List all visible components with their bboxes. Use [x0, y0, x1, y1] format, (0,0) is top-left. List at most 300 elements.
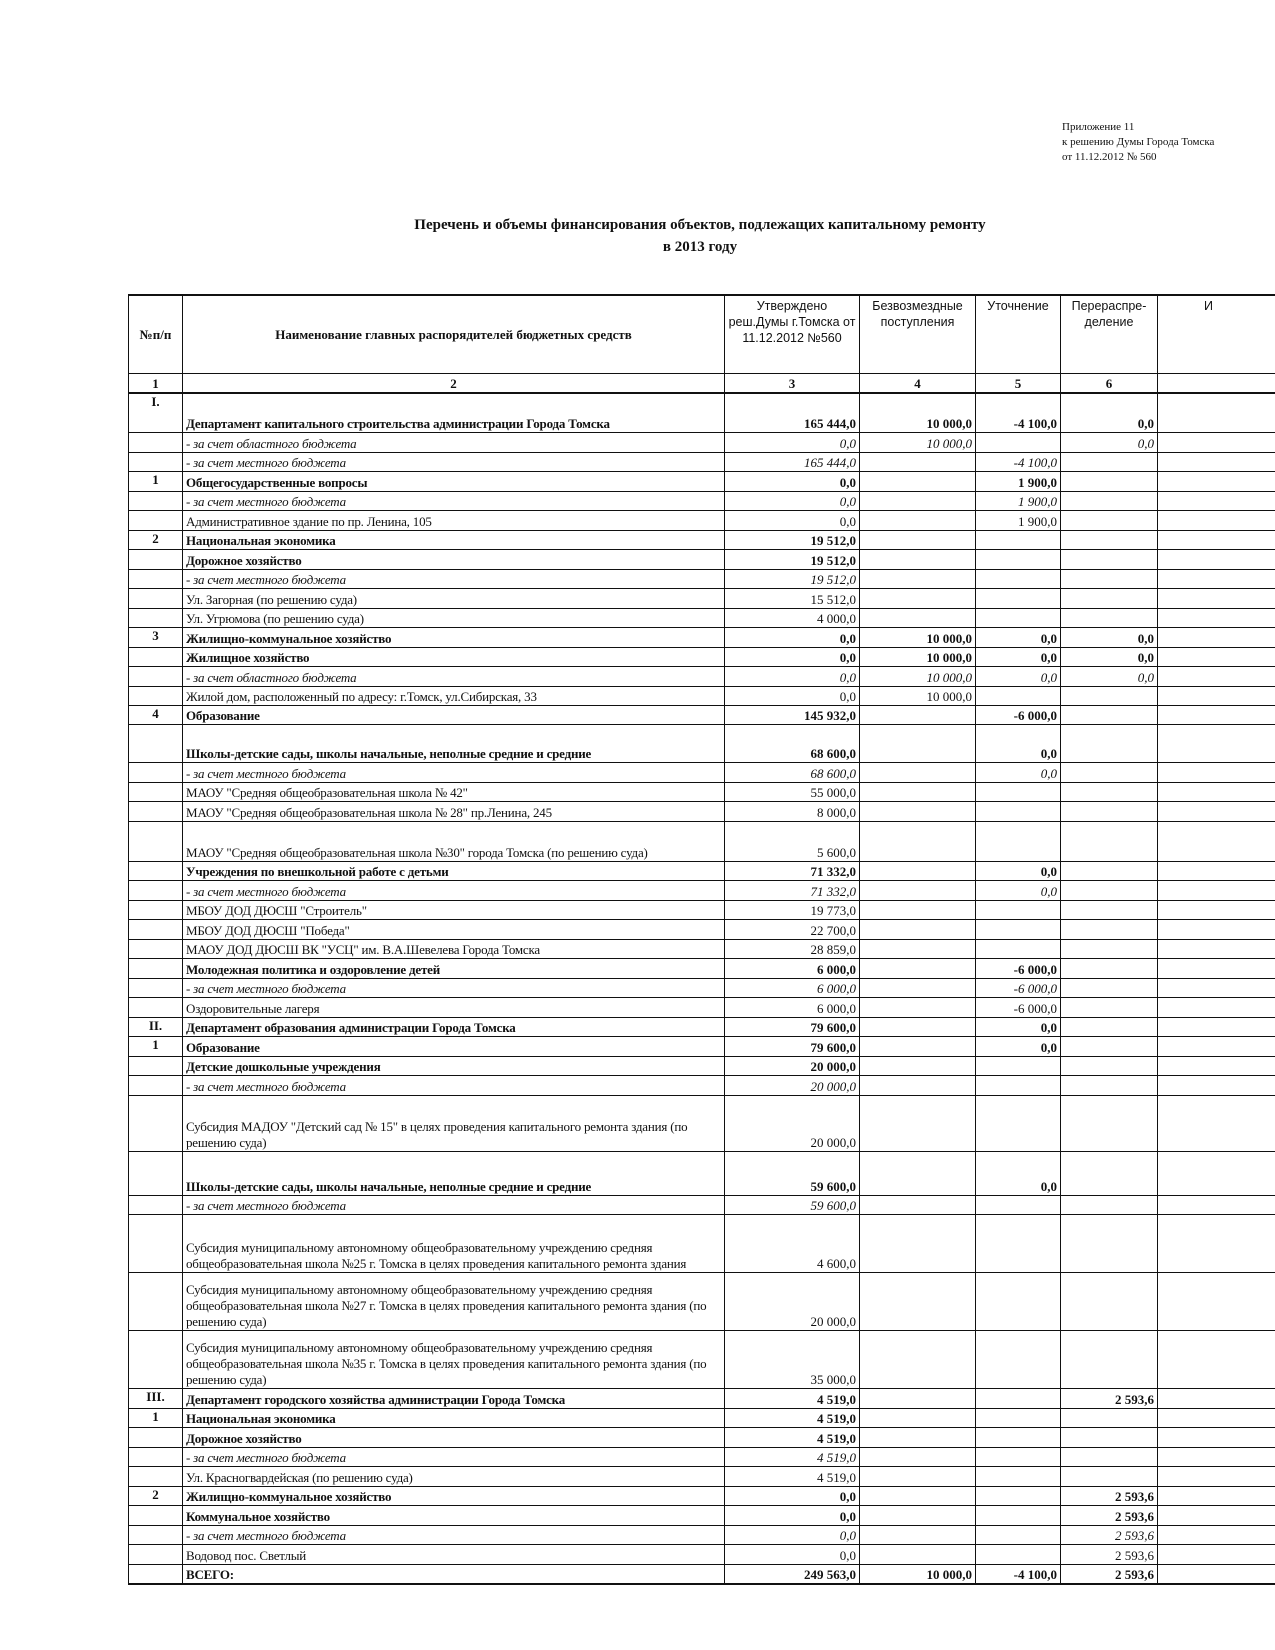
value-approved: 4 519,0	[725, 1447, 860, 1467]
value-approved: 79 600,0	[725, 1017, 860, 1037]
value-adjustment: 0,0	[976, 1017, 1061, 1037]
value-total	[1158, 821, 1275, 861]
financing-table	[128, 294, 1275, 1585]
table-row	[129, 881, 1275, 901]
column-number: 2	[183, 373, 725, 393]
value-approved: 15 512,0	[725, 589, 860, 609]
row-name: - за счет областного бюджета	[183, 433, 725, 453]
row-number	[129, 939, 183, 959]
value-adjustment: 1 900,0	[976, 472, 1061, 492]
value-approved: 55 000,0	[725, 782, 860, 802]
header-cell: Безвозмездные поступления	[860, 295, 976, 373]
row-number: 3	[129, 628, 183, 648]
value-total	[1158, 939, 1275, 959]
value-redistribution	[1061, 452, 1158, 472]
value-approved: 68 600,0	[725, 725, 860, 763]
row-number	[129, 1545, 183, 1565]
value-redistribution	[1061, 1428, 1158, 1448]
value-adjustment	[976, 1056, 1061, 1076]
table-body	[129, 393, 1275, 1584]
row-name: Административное здание по пр. Ленина, 105	[183, 511, 725, 531]
value-approved: 0,0	[725, 1545, 860, 1565]
row-name: Ул. Загорная (по решению суда)	[183, 589, 725, 609]
column-number-row	[129, 373, 1275, 393]
value-redistribution	[1061, 1273, 1158, 1331]
value-redistribution	[1061, 1017, 1158, 1037]
value-adjustment	[976, 1408, 1061, 1428]
value-grants	[860, 821, 976, 861]
row-number	[129, 647, 183, 667]
value-redistribution	[1061, 1447, 1158, 1467]
value-adjustment	[976, 1215, 1061, 1273]
row-name: - за счет областного бюджета	[183, 667, 725, 687]
header-cell: Перераспре-деление	[1061, 295, 1158, 373]
value-total	[1158, 1447, 1275, 1467]
value-grants: 10 000,0	[860, 628, 976, 648]
value-grants	[860, 705, 976, 725]
table-row	[129, 452, 1275, 472]
row-name: - за счет местного бюджета	[183, 1525, 725, 1545]
value-approved: 4 519,0	[725, 1389, 860, 1409]
row-name: Жилой дом, расположенный по адресу: г.Томск, ул.Сибирская, 33	[183, 686, 725, 705]
value-approved: 79 600,0	[725, 1037, 860, 1057]
value-redistribution	[1061, 881, 1158, 901]
value-total	[1158, 1389, 1275, 1409]
value-approved: 4 000,0	[725, 608, 860, 628]
value-approved: 0,0	[725, 472, 860, 492]
table-row	[129, 861, 1275, 881]
row-number	[129, 1151, 183, 1195]
value-total	[1158, 1076, 1275, 1096]
value-total	[1158, 959, 1275, 979]
value-total	[1158, 1408, 1275, 1428]
row-name: Национальная экономика	[183, 530, 725, 550]
value-adjustment: -4 100,0	[976, 393, 1061, 433]
table-row	[129, 550, 1275, 570]
value-total	[1158, 1037, 1275, 1057]
value-grants	[860, 511, 976, 531]
value-redistribution	[1061, 725, 1158, 763]
row-number	[129, 1467, 183, 1487]
table-row	[129, 1215, 1275, 1273]
value-adjustment	[976, 1545, 1061, 1565]
value-redistribution	[1061, 1037, 1158, 1057]
value-approved: 5 600,0	[725, 821, 860, 861]
row-number	[129, 550, 183, 570]
row-number	[129, 1506, 183, 1526]
row-name: Национальная экономика	[183, 1408, 725, 1428]
value-redistribution	[1061, 861, 1158, 881]
row-name: - за счет местного бюджета	[183, 569, 725, 589]
row-name: Молодежная политика и оздоровление детей	[183, 959, 725, 979]
value-total	[1158, 1545, 1275, 1565]
value-approved: 0,0	[725, 1525, 860, 1545]
table-row	[129, 821, 1275, 861]
value-approved: 0,0	[725, 686, 860, 705]
row-name: МАОУ ДОД ДЮСШ ВК "УСЦ" им. В.А.Шевелева Города Томска	[183, 939, 725, 959]
value-total	[1158, 667, 1275, 687]
value-approved: 4 519,0	[725, 1408, 860, 1428]
value-adjustment: 0,0	[976, 763, 1061, 783]
value-grants	[860, 782, 976, 802]
row-name: Дорожное хозяйство	[183, 1428, 725, 1448]
title-line: в 2013 году	[662, 239, 738, 255]
row-name: Учреждения по внешкольной работе с детьми	[183, 861, 725, 881]
table-row	[129, 667, 1275, 687]
row-number	[129, 881, 183, 901]
row-number: II.	[129, 1017, 183, 1037]
row-name: Департамент городского хозяйства администрации Города Томска	[183, 1389, 725, 1409]
value-total	[1158, 511, 1275, 531]
value-approved: 6 000,0	[725, 978, 860, 998]
value-adjustment: 0,0	[976, 1037, 1061, 1057]
row-name: - за счет местного бюджета	[183, 1076, 725, 1096]
value-total	[1158, 1273, 1275, 1331]
value-adjustment: 0,0	[976, 628, 1061, 648]
value-total	[1158, 628, 1275, 648]
value-redistribution	[1061, 491, 1158, 511]
value-redistribution	[1061, 550, 1158, 570]
table-row	[129, 1447, 1275, 1467]
value-approved: 19 773,0	[725, 900, 860, 920]
value-grants	[860, 959, 976, 979]
value-redistribution	[1061, 1467, 1158, 1487]
value-grants	[860, 608, 976, 628]
value-adjustment	[976, 686, 1061, 705]
value-redistribution	[1061, 569, 1158, 589]
value-approved: 71 332,0	[725, 881, 860, 901]
row-number	[129, 821, 183, 861]
value-redistribution	[1061, 608, 1158, 628]
value-adjustment	[976, 1195, 1061, 1215]
table-row	[129, 589, 1275, 609]
value-redistribution	[1061, 1095, 1158, 1151]
row-name: Департамент капитального строительства администрации Города Томска	[183, 393, 725, 433]
value-adjustment	[976, 569, 1061, 589]
document-title	[300, 214, 1100, 258]
value-redistribution: 2 593,6	[1061, 1564, 1158, 1584]
row-name: Жилищное хозяйство	[183, 647, 725, 667]
row-name: МБОУ ДОД ДЮСШ "Победа"	[183, 920, 725, 940]
value-approved: 8 000,0	[725, 802, 860, 822]
row-name: Детские дошкольные учреждения	[183, 1056, 725, 1076]
value-total	[1158, 1564, 1275, 1584]
header-cell: Утверждено реш.Думы г.Томска от 11.12.2012 №560	[725, 295, 860, 373]
value-adjustment	[976, 550, 1061, 570]
value-total	[1158, 861, 1275, 881]
row-name: Ул. Красногвардейская (по решению суда)	[183, 1467, 725, 1487]
row-name: Ул. Угрюмова (по решению суда)	[183, 608, 725, 628]
table-row	[129, 472, 1275, 492]
value-adjustment: 1 900,0	[976, 511, 1061, 531]
value-approved: 0,0	[725, 491, 860, 511]
value-adjustment: 0,0	[976, 725, 1061, 763]
value-approved: 0,0	[725, 667, 860, 687]
table-row	[129, 1467, 1275, 1487]
value-total	[1158, 998, 1275, 1018]
value-approved: 0,0	[725, 1486, 860, 1506]
value-total	[1158, 763, 1275, 783]
value-total	[1158, 452, 1275, 472]
table-row	[129, 1195, 1275, 1215]
table-row	[129, 802, 1275, 822]
value-redistribution	[1061, 998, 1158, 1018]
value-total	[1158, 802, 1275, 822]
row-number	[129, 1564, 183, 1584]
value-approved: 249 563,0	[725, 1564, 860, 1584]
table-row	[129, 998, 1275, 1018]
row-name: Департамент образования администрации Города Томска	[183, 1017, 725, 1037]
value-adjustment: 0,0	[976, 667, 1061, 687]
value-approved: 0,0	[725, 628, 860, 648]
value-adjustment	[976, 433, 1061, 453]
value-total	[1158, 393, 1275, 433]
appendix-line: от 11.12.2012 № 560	[1062, 151, 1157, 163]
value-grants	[860, 1076, 976, 1096]
table-row	[129, 763, 1275, 783]
value-adjustment: 0,0	[976, 1151, 1061, 1195]
value-adjustment	[976, 1525, 1061, 1545]
value-adjustment: -4 100,0	[976, 452, 1061, 472]
value-adjustment	[976, 1447, 1061, 1467]
table-row	[129, 782, 1275, 802]
table-row	[129, 1545, 1275, 1565]
value-adjustment	[976, 939, 1061, 959]
table-row	[129, 608, 1275, 628]
value-redistribution	[1061, 1331, 1158, 1389]
value-adjustment	[976, 608, 1061, 628]
table-row	[129, 569, 1275, 589]
row-name: МАОУ "Средняя общеобразовательная школа № 28" пр.Ленина, 245	[183, 802, 725, 822]
row-name: - за счет местного бюджета	[183, 763, 725, 783]
value-total	[1158, 1486, 1275, 1506]
header-cell: Уточнение	[976, 295, 1061, 373]
value-approved: 0,0	[725, 511, 860, 531]
row-number: III.	[129, 1389, 183, 1409]
value-grants	[860, 1428, 976, 1448]
value-adjustment	[976, 900, 1061, 920]
table-row	[129, 1017, 1275, 1037]
value-total	[1158, 686, 1275, 705]
value-adjustment	[976, 1389, 1061, 1409]
value-redistribution	[1061, 959, 1158, 979]
value-adjustment	[976, 530, 1061, 550]
value-approved: 35 000,0	[725, 1331, 860, 1389]
value-grants	[860, 725, 976, 763]
row-number	[129, 861, 183, 881]
table-row	[129, 705, 1275, 725]
value-total	[1158, 900, 1275, 920]
value-redistribution	[1061, 1195, 1158, 1215]
value-redistribution: 0,0	[1061, 647, 1158, 667]
value-grants	[860, 1151, 976, 1195]
table-row	[129, 900, 1275, 920]
row-name: Общегосударственные вопросы	[183, 472, 725, 492]
value-redistribution	[1061, 1076, 1158, 1096]
value-grants	[860, 802, 976, 822]
value-redistribution	[1061, 802, 1158, 822]
row-name: Жилищно-коммунальное хозяйство	[183, 628, 725, 648]
value-grants	[860, 1545, 976, 1565]
column-number	[1158, 373, 1275, 393]
value-adjustment	[976, 1095, 1061, 1151]
row-number: 1	[129, 472, 183, 492]
value-redistribution: 2 593,6	[1061, 1486, 1158, 1506]
value-approved: 6 000,0	[725, 959, 860, 979]
value-redistribution	[1061, 705, 1158, 725]
row-number	[129, 608, 183, 628]
value-grants	[860, 1095, 976, 1151]
value-redistribution	[1061, 686, 1158, 705]
table-row	[129, 1273, 1275, 1331]
appendix-line: Приложение 11	[1062, 121, 1135, 133]
row-number	[129, 1447, 183, 1467]
value-adjustment	[976, 1273, 1061, 1331]
row-name: МАОУ "Средняя общеобразовательная школа №30" города Томска (по решению суда)	[183, 821, 725, 861]
value-grants	[860, 1215, 976, 1273]
row-number	[129, 589, 183, 609]
value-grants	[860, 1408, 976, 1428]
title-line: Перечень и объемы финансирования объектов, подлежащих капитальному ремонту	[414, 217, 986, 233]
value-total	[1158, 608, 1275, 628]
table-row	[129, 491, 1275, 511]
column-number: 6	[1061, 373, 1158, 393]
value-grants	[860, 1506, 976, 1526]
value-grants	[860, 998, 976, 1018]
value-total	[1158, 433, 1275, 453]
value-redistribution: 0,0	[1061, 628, 1158, 648]
row-name: - за счет местного бюджета	[183, 491, 725, 511]
row-name: МБОУ ДОД ДЮСШ "Строитель"	[183, 900, 725, 920]
row-number	[129, 1076, 183, 1096]
row-name: Дорожное хозяйство	[183, 550, 725, 570]
value-redistribution	[1061, 1151, 1158, 1195]
value-grants	[860, 550, 976, 570]
value-approved: 0,0	[725, 647, 860, 667]
row-name: Водовод пос. Светлый	[183, 1545, 725, 1565]
value-approved: 145 932,0	[725, 705, 860, 725]
value-approved: 0,0	[725, 1506, 860, 1526]
value-redistribution	[1061, 472, 1158, 492]
row-number	[129, 725, 183, 763]
row-name: МАОУ "Средняя общеобразовательная школа № 42"	[183, 782, 725, 802]
value-approved: 20 000,0	[725, 1095, 860, 1151]
value-adjustment	[976, 1506, 1061, 1526]
row-name: - за счет местного бюджета	[183, 1447, 725, 1467]
value-approved: 0,0	[725, 433, 860, 453]
value-grants	[860, 1056, 976, 1076]
value-grants: 10 000,0	[860, 433, 976, 453]
value-approved: 19 512,0	[725, 530, 860, 550]
value-adjustment: -6 000,0	[976, 978, 1061, 998]
row-number	[129, 667, 183, 687]
row-number	[129, 1273, 183, 1331]
value-approved: 4 519,0	[725, 1467, 860, 1487]
value-total	[1158, 978, 1275, 998]
header-cell: №п/п	[129, 295, 183, 373]
value-adjustment: -6 000,0	[976, 959, 1061, 979]
value-redistribution: 0,0	[1061, 667, 1158, 687]
row-name: Жилищно-коммунальное хозяйство	[183, 1486, 725, 1506]
table-row	[129, 978, 1275, 998]
value-adjustment	[976, 1428, 1061, 1448]
value-redistribution: 2 593,6	[1061, 1506, 1158, 1526]
value-approved: 68 600,0	[725, 763, 860, 783]
value-approved: 19 512,0	[725, 569, 860, 589]
value-grants	[860, 1273, 976, 1331]
value-total	[1158, 1331, 1275, 1389]
value-grants	[860, 920, 976, 940]
value-adjustment	[976, 589, 1061, 609]
table-row	[129, 1095, 1275, 1151]
row-number: 1	[129, 1408, 183, 1428]
value-grants	[860, 1195, 976, 1215]
value-grants	[860, 569, 976, 589]
row-name: - за счет местного бюджета	[183, 978, 725, 998]
row-number	[129, 1095, 183, 1151]
value-redistribution	[1061, 920, 1158, 940]
value-adjustment: 0,0	[976, 861, 1061, 881]
value-redistribution	[1061, 1215, 1158, 1273]
row-number	[129, 1195, 183, 1215]
table-row	[129, 959, 1275, 979]
value-total	[1158, 1151, 1275, 1195]
value-approved: 19 512,0	[725, 550, 860, 570]
value-approved: 6 000,0	[725, 998, 860, 1018]
row-number	[129, 511, 183, 531]
column-number: 5	[976, 373, 1061, 393]
value-grants	[860, 530, 976, 550]
value-grants: 10 000,0	[860, 1564, 976, 1584]
value-grants	[860, 763, 976, 783]
value-total	[1158, 782, 1275, 802]
value-approved: 20 000,0	[725, 1273, 860, 1331]
table-row	[129, 725, 1275, 763]
row-number	[129, 782, 183, 802]
value-grants	[860, 881, 976, 901]
value-approved: 71 332,0	[725, 861, 860, 881]
value-total	[1158, 1017, 1275, 1037]
table-row	[129, 1428, 1275, 1448]
value-total	[1158, 1215, 1275, 1273]
value-redistribution	[1061, 821, 1158, 861]
row-number: 2	[129, 1486, 183, 1506]
value-grants	[860, 1037, 976, 1057]
value-total	[1158, 705, 1275, 725]
value-redistribution	[1061, 978, 1158, 998]
value-redistribution: 0,0	[1061, 433, 1158, 453]
value-redistribution	[1061, 589, 1158, 609]
row-number: I.	[129, 393, 183, 433]
value-redistribution	[1061, 1056, 1158, 1076]
value-grants	[860, 1486, 976, 1506]
row-number	[129, 763, 183, 783]
row-name: Субсидия муниципальному автономному общеобразовательному учреждению средняя общеобразовательная школа №27 г. Томска в целях проведения капитального ремонта здания (по решению суда)	[183, 1273, 725, 1331]
table-row	[129, 530, 1275, 550]
value-grants	[860, 472, 976, 492]
row-number	[129, 998, 183, 1018]
table-row	[129, 1389, 1275, 1409]
table-row	[129, 647, 1275, 667]
row-number	[129, 959, 183, 979]
table-row	[129, 1076, 1275, 1096]
value-redistribution	[1061, 782, 1158, 802]
table-row	[129, 433, 1275, 453]
value-redistribution	[1061, 511, 1158, 531]
value-adjustment	[976, 920, 1061, 940]
value-redistribution	[1061, 900, 1158, 920]
value-adjustment: 0,0	[976, 881, 1061, 901]
